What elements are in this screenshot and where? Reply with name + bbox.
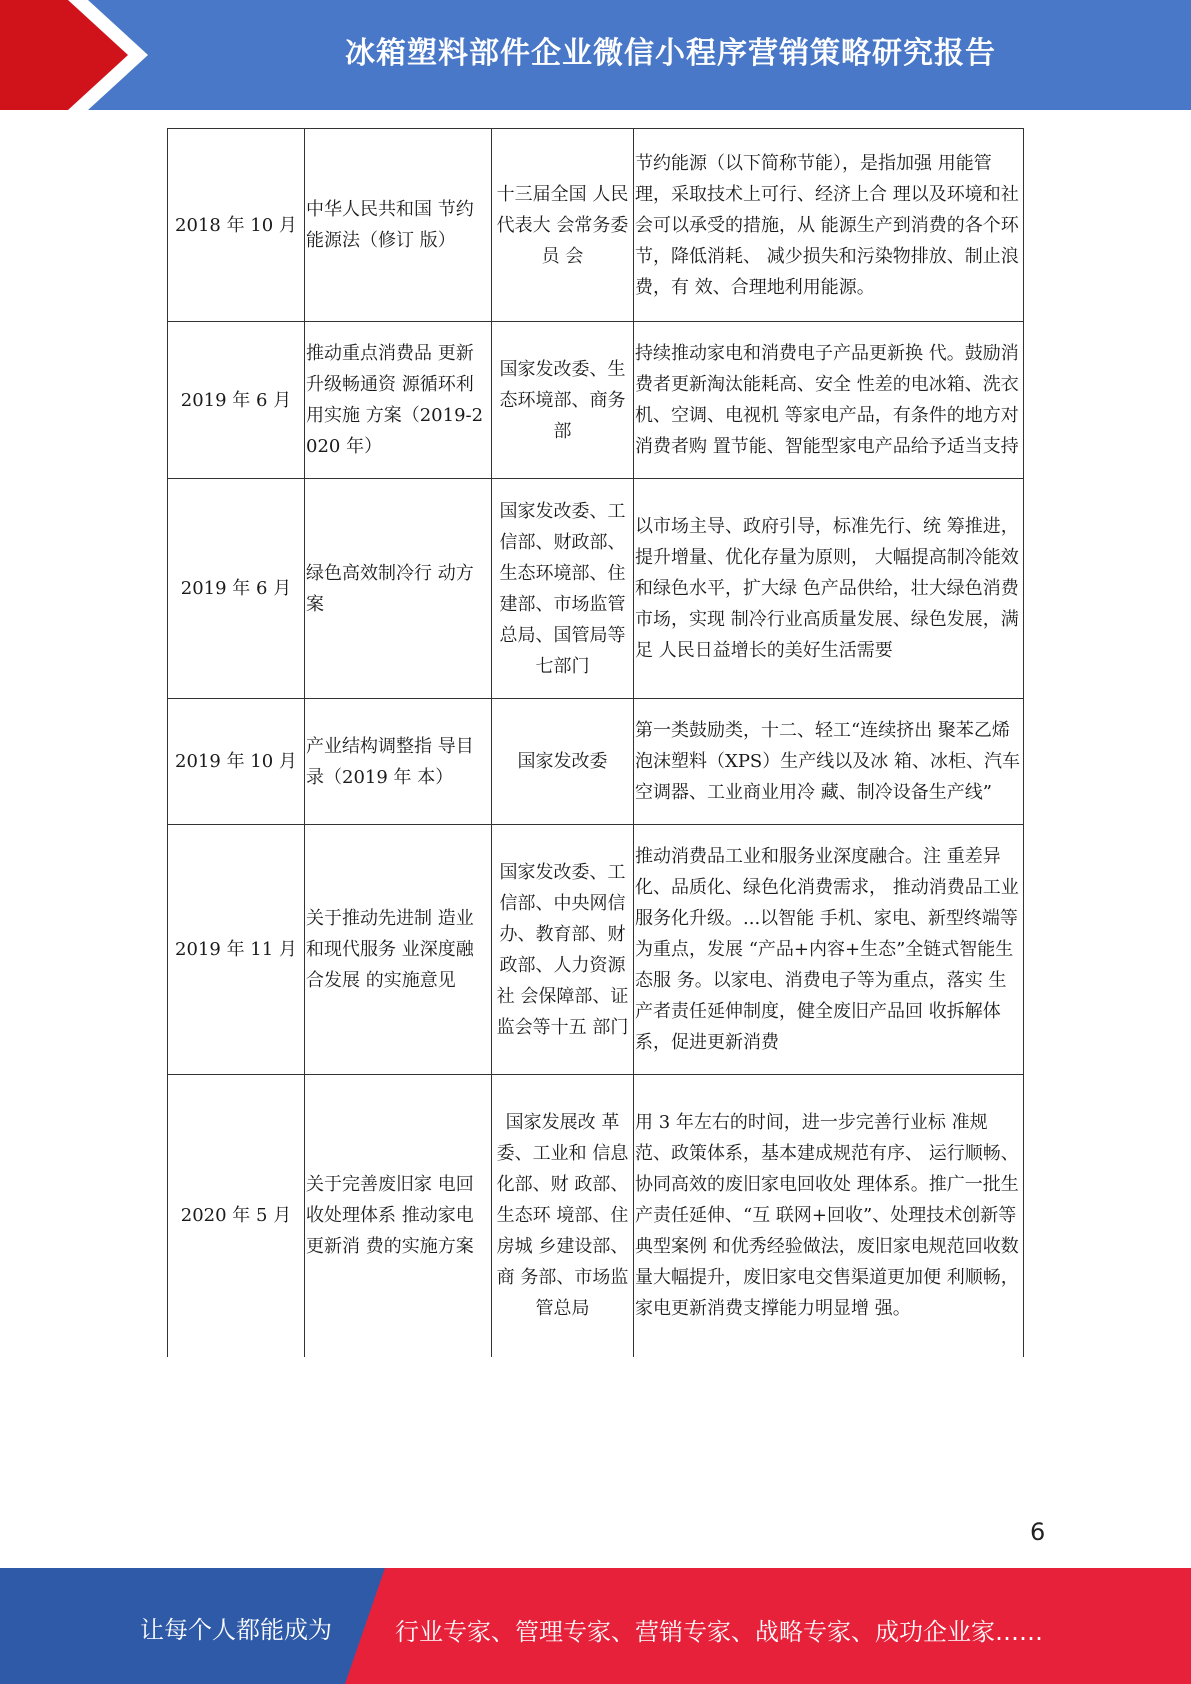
- policy-date: 2018 年 10 月: [168, 129, 305, 322]
- page-header: [0, 0, 1191, 110]
- table-row: [168, 322, 1024, 479]
- policy-name: 绿色高效制冷行 动方案: [305, 479, 492, 699]
- policy-issuer: 国家发改委: [492, 699, 634, 825]
- policy-name: 关于完善废旧家 电回收处理体系 推动家电更新消 费的实施方案: [305, 1075, 492, 1357]
- policy-name: 关于推动先进制 造业和现代服务 业深度融合发展 的实施意见: [305, 825, 492, 1075]
- policy-table: [167, 128, 1024, 1357]
- policy-date: 2020 年 5 月: [168, 1075, 305, 1357]
- policy-content: 节约能源（以下简称节能），是指加强 用能管理，采取技术上可行、经济上合 理以及环境和社会可以承受的措施，从 能源生产到消费的各个环节，降低消耗、 减少损失和污染物排放、制止浪费，有 效、合理地利用能源。: [634, 129, 1024, 322]
- policy-date: 2019 年 6 月: [168, 479, 305, 699]
- report-title: 冰箱塑料部件企业微信小程序营销策略研究报告: [345, 36, 996, 71]
- policy-content: 用 3 年左右的时间，进一步完善行业标 准规范、政策体系，基本建成规范有序、 运行顺畅、协同高效的废旧家电回收处 理体系。推广一批生产责任延伸、“互 联网+回收”、处理技术创新等典型案例 和优秀经验做法，废旧家电规范回收数 量大幅提升，废旧家电交售渠道更加便 利顺畅，家电更新消费支撑能力明显增 强。: [634, 1075, 1024, 1357]
- table-row: [168, 479, 1024, 699]
- table-row: [168, 699, 1024, 825]
- policy-content: 第一类鼓励类，十二、轻工“连续挤出 聚苯乙烯泡沫塑料（XPS）生产线以及冰 箱、冰柜、汽车空调器、工业商业用冷 藏、制冷设备生产线”: [634, 699, 1024, 825]
- policy-content: 推动消费品工业和服务业深度融合。注 重差异化、品质化、绿色化消费需求， 推动消费品工业服务化升级。...以智能 手机、家电、新型终端等为重点，发展 “产品+内容+生态”全链式智能生态服 务。以家电、消费电子等为重点，落实 生产者责任延伸制度，健全废旧产品回 收拆解体系，促进更新消费: [634, 825, 1024, 1075]
- footer-slogan-right: 行业专家、管理专家、营销专家、战略专家、成功企业家……: [395, 1618, 1043, 1646]
- footer-slogan-left: 让每个人都能成为: [140, 1616, 332, 1644]
- policy-name: 产业结构调整指 导目录（2019 年 本）: [305, 699, 492, 825]
- table-row: [168, 129, 1024, 322]
- policy-content: 以市场主导、政府引导，标准先行、统 筹推进，提升增量、优化存量为原则， 大幅提高制冷能效和绿色水平，扩大绿 色产品供给，壮大绿色消费市场，实现 制冷行业高质量发展、绿色发展，满足 人民日益增长的美好生活需要: [634, 479, 1024, 699]
- table-row: [168, 1075, 1024, 1357]
- policy-issuer: 国家发改委、工信部、中央网信办、教育部、财政部、人力资源社 会保障部、证 监会等十五 部门: [492, 825, 634, 1075]
- policy-name: 中华人民共和国 节约能源法（修订 版）: [305, 129, 492, 322]
- policy-name: 推动重点消费品 更新升级畅通资 源循环利用实施 方案（2019-2020 年）: [305, 322, 492, 479]
- policy-date: 2019 年 11 月: [168, 825, 305, 1075]
- page-number: 6: [1030, 1518, 1046, 1546]
- policy-content: 持续推动家电和消费电子产品更新换 代。鼓励消费者更新淘汰能耗高、安全 性差的电冰箱、洗衣机、空调、电视机 等家电产品，有条件的地方对消费者购 置节能、智能型家电产品给予适当支持: [634, 322, 1024, 479]
- table-row: [168, 825, 1024, 1075]
- policy-date: 2019 年 10 月: [168, 699, 305, 825]
- policy-issuer: 国家发改委、生态环境部、商务部: [492, 322, 634, 479]
- header-red-arrow-decoration: [0, 0, 150, 110]
- policy-date: 2019 年 6 月: [168, 322, 305, 479]
- policy-issuer: 国家发改委、工信部、财政部、生态环境部、住建部、市场监管总局、国管局等七部门: [492, 479, 634, 699]
- policy-issuer: 国家发展改 革委、工业和 信息化部、财 政部、生态环 境部、住房城 乡建设部、商 务部、市场监 管总局: [492, 1075, 634, 1357]
- policy-issuer: 十三届全国 人民代表大 会常务委员 会: [492, 129, 634, 322]
